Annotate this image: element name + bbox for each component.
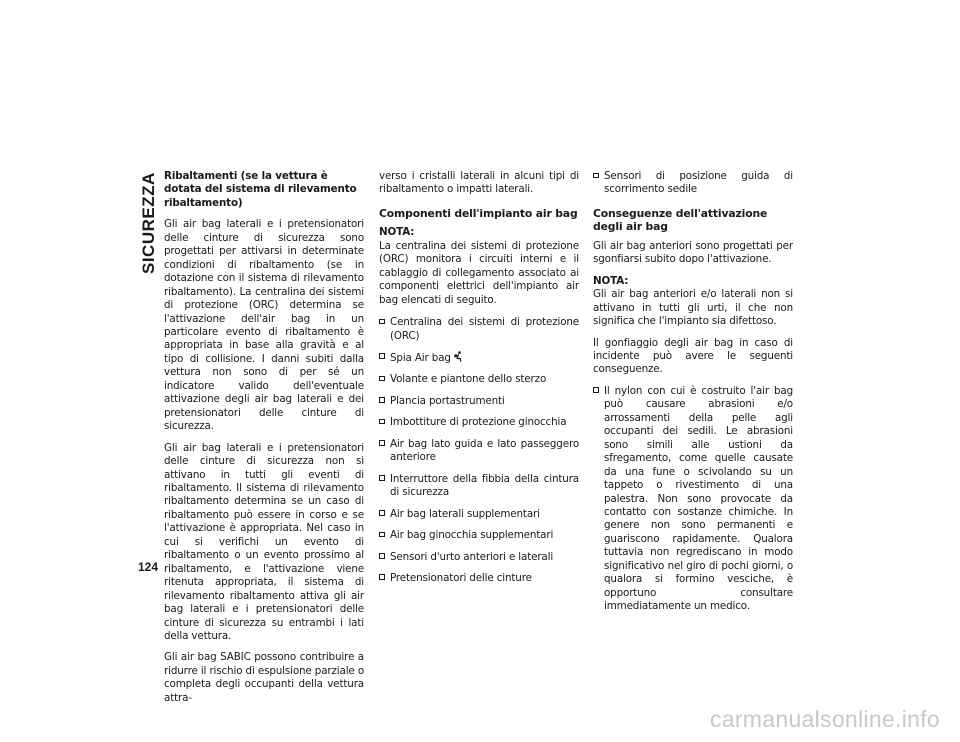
list-item: Air bag lato guida e lato passeggero anteriore (379, 438, 579, 465)
list-item: Pretensionatori delle cinture (379, 572, 579, 585)
rollover-subheading: Ribaltamenti (se la vettura è dotata del sistema di rilevamento ribaltamento) (164, 170, 357, 209)
checkbox-bullet-icon (379, 532, 385, 538)
note-label: NOTA: (379, 226, 415, 239)
list-item: Centralina dei sistemi di protezione (ORC) (379, 316, 579, 343)
list-item: Interruttore della fibbia della cintura di sicurezza (379, 473, 579, 500)
component-list-continued (593, 170, 793, 197)
section-heading: Conseguenze dell'attivazione degli air bag (593, 206, 768, 234)
list-item: Volante e piantone dello sterzo (379, 373, 579, 386)
watermark: carmanualsonline.info (709, 706, 940, 732)
note-text: La centralina dei sistemi di protezione (ORC) monitora i circuiti interni e il cablaggio di collegamento associato ai componenti elettrici dell'impianto air bag elencati di seguito. (379, 239, 579, 306)
note-text: Gli air bag anteriori e/o laterali non si attivano in tutti gli urti, il che non significa che l'impianto sia difettoso. (593, 288, 793, 328)
checkbox-bullet-icon (379, 553, 385, 559)
note-label: NOTA: (593, 274, 629, 287)
list-item: Sensori di posizione guida di scorrimento sedile (593, 170, 793, 197)
section-tab: SICUREZZA (139, 172, 158, 274)
column-3 (593, 170, 793, 622)
consequence-list (593, 385, 793, 614)
checkbox-bullet-icon (379, 574, 385, 580)
checkbox-bullet-icon (379, 397, 385, 403)
list-item: Spia Air bag (379, 351, 579, 365)
list-item: Il nylon con cui è costruito l'air bag può causare abrasioni e/o arrossamenti della pelle agli occupanti dei sedili. Le abrasioni sono simili alle ustioni da sfregamento, come quelle causate da una fune o scivolando su un tappeto o rivestimento di una palestra. Non sono provocate da contatto con sostanze chimiche. In genere non sono permanenti e guariscono rapidamente. Qualora tuttavia non regrediscano in modo significativo nel giro di pochi giorni, o qualora si formino vesciche, è opportuno consultare immediatamente un medico. (593, 385, 793, 614)
paragraph: verso i cristalli laterali in alcuni tipi di ribaltamento o impatti laterali. (379, 170, 579, 196)
checkbox-bullet-icon (379, 319, 385, 325)
page-number: 124 (138, 560, 159, 574)
column-2 (379, 170, 579, 593)
list-item: Air bag laterali supplementari (379, 508, 579, 521)
checkbox-bullet-icon (379, 510, 385, 516)
checkbox-bullet-icon (379, 419, 385, 425)
component-list (379, 316, 579, 585)
note (379, 226, 579, 307)
paragraph: Gli air bag anteriori sono progettati per sgonfiarsi subito dopo l'attivazione. (593, 239, 793, 266)
list-item: Air bag ginocchia supplementari (379, 529, 579, 542)
column-1 (164, 170, 364, 713)
checkbox-bullet-icon (379, 475, 385, 481)
section-heading: Componenti dell'impianto air bag (379, 206, 578, 220)
list-item: Plancia portastrumenti (379, 395, 579, 408)
checkbox-bullet-icon (379, 376, 385, 382)
checkbox-bullet-icon (379, 353, 385, 359)
paragraph: Gli air bag laterali e i pretensionatori delle cinture di sicurezza non si attivano in tutti gli eventi di ribaltamento. Il sistema di rilevamento ribaltamento determina se un caso di ribaltamento può essere in corso e se l'attivazione è appropriata. Nel caso in cui si verifichi un evento di ribaltamento o un evento prossimo al ribaltamento, e l'attivazione viene ritenuta appropriata, il sistema di rilevamento ribaltamento attiva gli air bag laterali e i pretensionatori delle cinture di sicurezza su entrambi i lati della vettura. (164, 441, 364, 642)
checkbox-bullet-icon (379, 440, 385, 446)
airbag-warning-icon (454, 351, 463, 362)
paragraph: Gli air bag SABIC possono contribuire a ridurre il rischio di espulsione parziale o completa degli occupanti della vettura attra- (164, 651, 364, 704)
paragraph: Gli air bag laterali e i pretensionatori delle cinture di sicurezza sono progettati per attivarsi in determinate condizioni di ribaltamento (se in dotazione con il sistema di rilevamento ribaltamento). La centralina dei sistemi di protezione (ORC) determina se l'attivazione dell'air bag in un particolare evento di ribaltamento è appropriata in base alla gravità e al tipo di collisione. I danni subiti dalla vettura non sono di per sé un indicatore valido dell'eventuale attivazione degli air bag laterali e dei pretensionatori delle cinture di sicurezza. (164, 218, 364, 433)
list-item: Sensori d'urto anteriori e laterali (379, 551, 579, 564)
list-item: Imbottiture di protezione ginocchia (379, 416, 579, 429)
checkbox-bullet-icon (593, 387, 599, 393)
checkbox-bullet-icon (593, 173, 599, 179)
note (593, 275, 793, 329)
paragraph: Il gonfiaggio degli air bag in caso di incidente può avere le seguenti conseguenze. (593, 336, 793, 376)
